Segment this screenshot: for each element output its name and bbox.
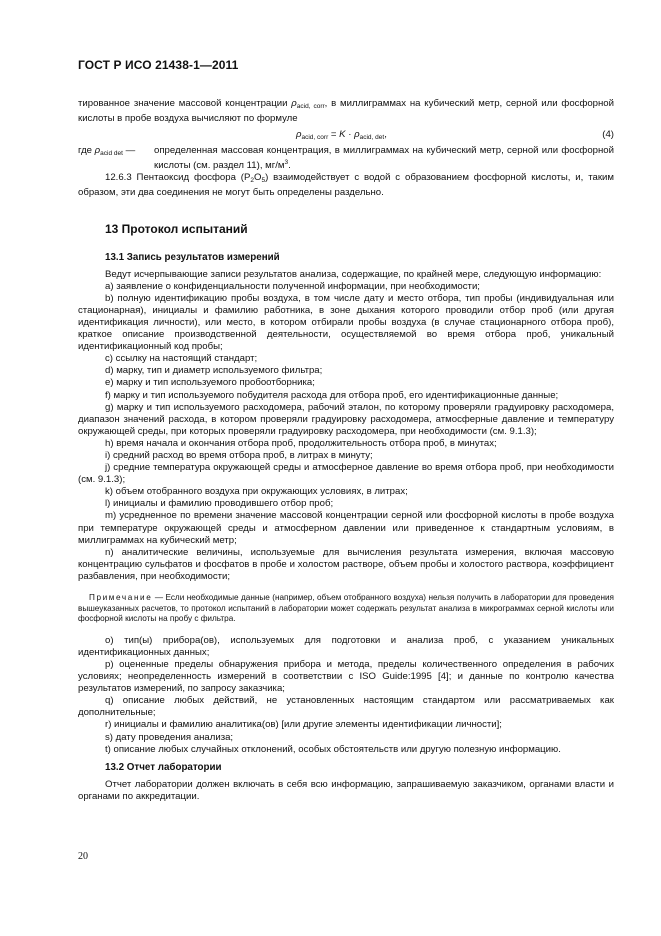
where-end: . [288, 160, 291, 172]
section-13-2-title: 13.2 Отчет лаборатории [105, 761, 222, 773]
list-item: b) полную идентификацию пробы воздуха, в том числе дату и место отбора, тип пробы (индивидуальная или стационарная), инициалы и фамилию работника, в зоне дыхания которого проводили отбор проб (или другая идентификация личности), или место, в котором отбирали пробы воздуха (в случае стационарного отбора проб), краткое описание производственной деятельности, осуществляемой во время отбора проб, уникальный идентификационный код пробы; [78, 292, 614, 353]
p1263-mid: O [254, 172, 262, 184]
list-item: t) описание любых случайных отклонений, особых обстоятельств или другую полезную информацию. [105, 743, 561, 755]
list-item: Ведут исчерпывающие записи результатов анализа, содержащие, по крайней мере, следующую информацию: [105, 268, 602, 280]
where-rho-sub: acid det [100, 150, 123, 158]
section-13-title: 13 Протокол испытаний [105, 221, 248, 236]
intro-text-start: тированное значение массовой концентрации [78, 98, 292, 109]
list-item: c) ссылку на настоящий стандарт; [105, 353, 258, 365]
list-item: g) марку и тип используемого расходомера, рабочий эталон, по которому проверяли градуировку расходомера, диапазон значений расхода, в котором проверяли градуировку расходомера, атмосферные давление и температуру окружающей среды, при которых проверяли градуировку расходомера, при необходимости (см. 9.1.3); [78, 401, 614, 437]
list-item: q) описание любых действий, не установленных настоящим стандартом или рассматриваемых как дополнительные; [78, 695, 614, 719]
paragraph-12-6-3 [78, 172, 614, 199]
where-definition [154, 145, 614, 172]
formula-rhs-sub: acid, det [359, 134, 385, 142]
list-item: s) дату проведения анализа; [105, 731, 234, 743]
rho-subscript: acid, corr [296, 103, 325, 110]
where-sup: 3 [284, 159, 289, 167]
p1263-post: ) взаимодействует с водой с образованием фосфорной кислоты, и, таким образом, эти два соединения не могут быть определены раздельно. [78, 172, 614, 199]
list-item: r) инициалы и фамилию аналитика(ов) [или другие элементы идентификации личности]; [105, 719, 502, 731]
intro-text-end: , в миллиграммах на кубический метр, серной или фосфорной кислоты в пробе воздуха вычисляют по формуле [78, 98, 615, 125]
p1263-pre: 12.6.3 Пентаоксид фосфора (P [105, 172, 251, 184]
where-clause [78, 145, 614, 172]
list-item: e) марку и тип используемого пробоотборника; [105, 377, 315, 389]
note-text: — Если необходимые данные (например, объем отобранного воздуха) нельзя получить в лаборатории для проведения вышеуказанных расчетов, то протокол испытаний в лаборатории может содержать результат анализа в микрограммах серной кислоты или фосфорной кислоты на пробу с фильтра. [78, 593, 614, 624]
section-13-1-title: 13.1 Запись результатов измерений [105, 251, 280, 263]
list-item: l) инициалы и фамилию проводившего отбор проб; [105, 498, 334, 510]
note-paragraph [78, 593, 614, 625]
list-item: n) аналитические величины, используемые для вычисления результата измерения, включая массовую концентрацию сульфатов и фосфатов в пробе и холостом растворе, объем пробы и холостого раствора, коэффициент разбавления, при необходимости; [78, 546, 614, 582]
items-list-2 [78, 635, 614, 756]
where-text: определенная массовая концентрация, в миллиграммах на кубический метр, серной или фосфорной кислоты (см. раздел 11), мг/м [154, 145, 614, 172]
formula-comma: , [384, 129, 387, 141]
formula-rhs: ρ [354, 129, 360, 141]
where-word: где [78, 145, 95, 157]
formula-lhs: ρ [296, 129, 302, 141]
final-paragraph: Отчет лаборатории должен включать в себя всю информацию, запрашиваемую заказчиком, органами власти и органами по аккредитации. [78, 778, 614, 802]
list-item: o) тип(ы) прибора(ов), используемых для подготовки и анализа проб, с указанием уникальных идентификационных данных; [78, 634, 614, 658]
list-item: f) марку и тип используемого побудителя расхода для отбора проб, его идентификационные данные; [105, 389, 559, 401]
formula-4 [78, 127, 614, 145]
document-header: ГОСТ Р ИСО 21438-1—2011 [78, 58, 239, 72]
items-list [78, 269, 614, 583]
intro-paragraph [78, 98, 614, 125]
list-item: i) средний расход во время отбора проб, в литрах в минуту; [105, 449, 373, 461]
formula-lhs-sub: acid, corr [301, 134, 329, 142]
formula-k: K [339, 129, 346, 141]
list-item: k) объем отобранного воздуха при окружающих условиях, в литрах; [105, 486, 408, 498]
where-label [78, 145, 154, 172]
formula-equals: = [328, 129, 340, 141]
list-item: p) оцененные пределы обнаружения прибора и метода, пределы количественного определения в рабочих условиях; неопределенность измерений в соответствии с ISO Guide:1995 [4]; и данные по контролю качества результатов измерений, по запросу заказчика; [78, 658, 614, 695]
p1263-sub2: 5 [261, 177, 266, 185]
page-number: 20 [78, 851, 88, 862]
where-dash: — [122, 145, 136, 157]
list-item: d) марку, тип и диаметр используемого фильтра; [105, 365, 323, 377]
list-item: m) усредненное по времени значение массовой концентрации серной или фосфорной кислоты в пробе воздуха при температуре окружающей среды и атмосферном давлении или приведенное к стандартным условиям, в миллиграммах на кубический метр; [78, 510, 614, 546]
list-item: a) заявление о конфиденциальности полученной информации, при необходимости; [105, 280, 480, 292]
list-item: h) время начала и окончания отбора проб, продолжительность отбора проб, в минутах; [105, 437, 497, 449]
formula-dot: · [345, 129, 355, 141]
rho-symbol: ρ [291, 98, 297, 109]
formula-number: (4) [602, 129, 614, 141]
note-label: Примечание [89, 593, 153, 602]
where-rho: ρ [94, 145, 101, 157]
p1263-sub1: 2 [250, 177, 255, 185]
list-item: j) средние температура окружающей среды и атмосферное давление во время отбора проб, при необходимости (см. 9.1.3); [78, 462, 614, 486]
formula-expression [296, 129, 387, 141]
document-page [78, 58, 614, 803]
